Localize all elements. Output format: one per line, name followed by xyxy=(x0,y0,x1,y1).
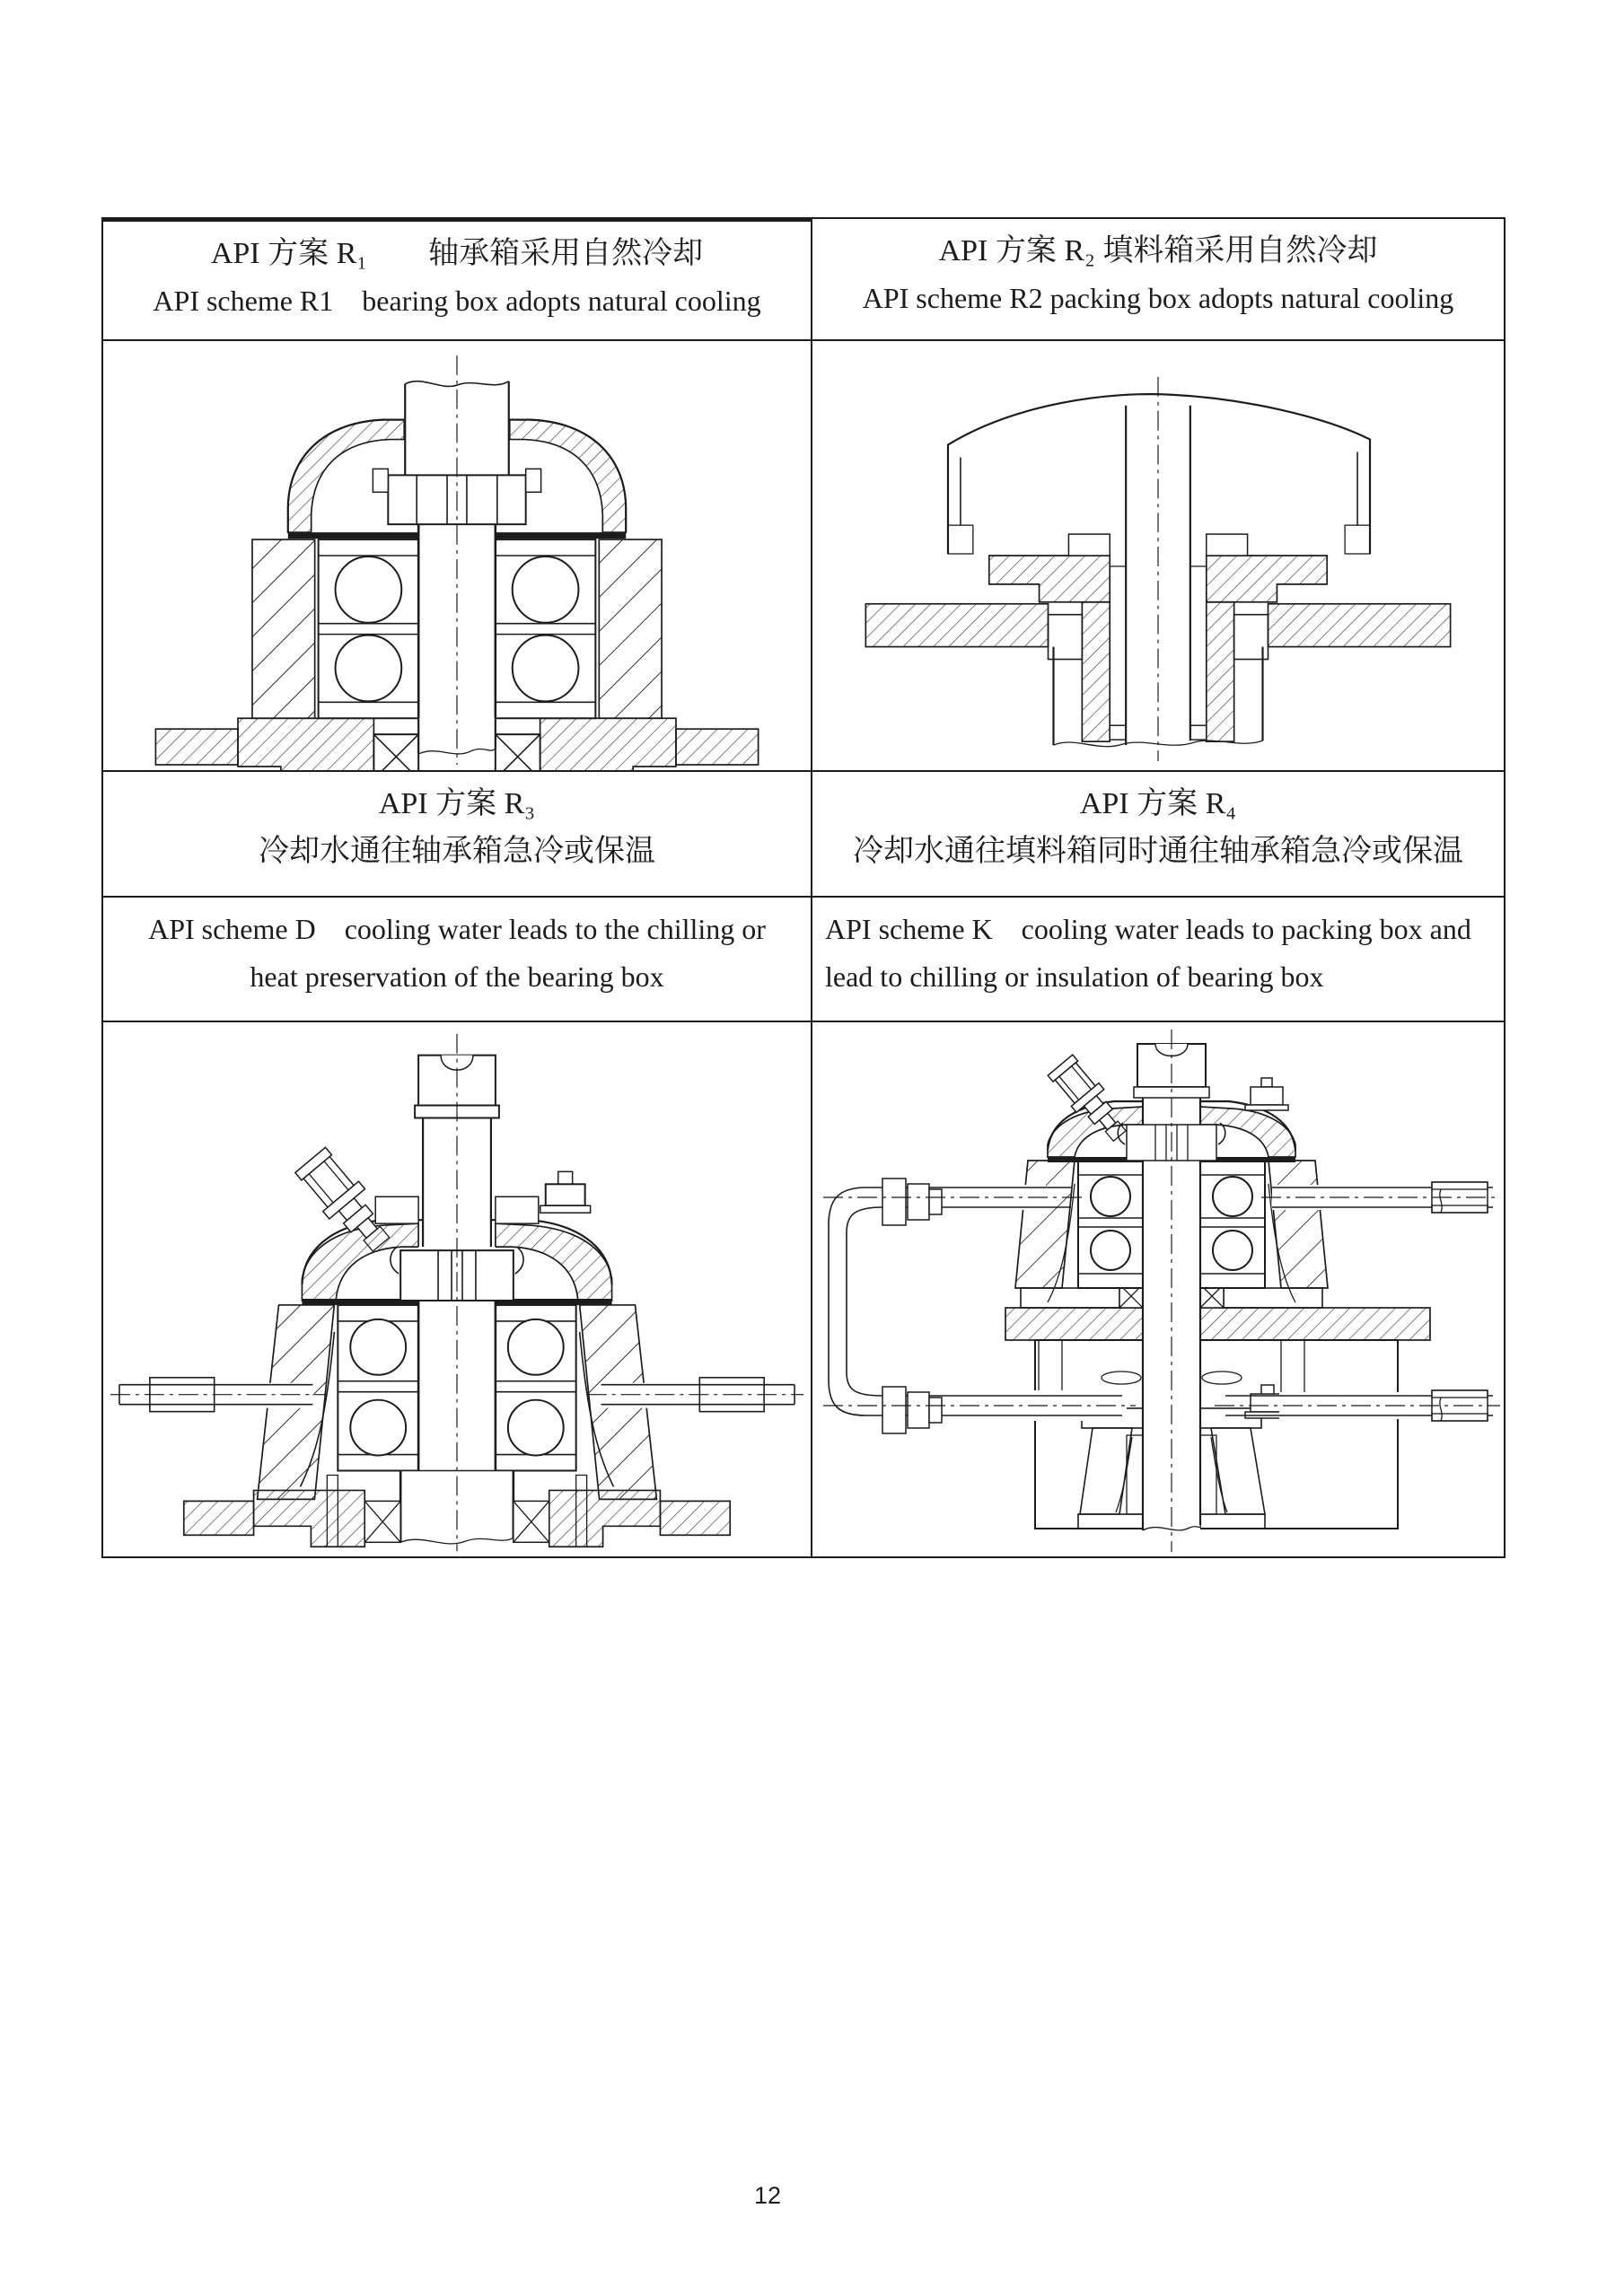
cell-scheme-r3-header xyxy=(103,772,812,898)
cell-scheme-d-caption xyxy=(103,898,812,1022)
cap-bolt xyxy=(1245,1078,1288,1110)
api-scheme-table xyxy=(101,217,1505,1558)
page-number: 12 xyxy=(754,2182,782,2209)
scheme-r1-title-zh: API 方案 R₁ 轴承箱采用自然冷却 xyxy=(210,237,704,270)
cell-drawing-packing-box xyxy=(812,341,1504,772)
scheme-k-caption-line1: API scheme K cooling water leads to packing box and xyxy=(825,913,1471,945)
cell-scheme-k-caption xyxy=(812,898,1504,1022)
scheme-r1-title-en: API scheme R1 bearing box adopts natural cooling xyxy=(153,285,761,317)
cell-scheme-r1-header xyxy=(103,219,812,341)
cap-bolt xyxy=(540,1171,591,1213)
bearing-box-drawing xyxy=(103,341,811,770)
scheme-k-drawing xyxy=(812,1022,1504,1556)
scheme-d-caption-line2: heat preservation of the bearing box xyxy=(250,960,664,993)
cell-scheme-r2-header xyxy=(812,219,1504,341)
scheme-r3-title-zh: API 方案 R₃ xyxy=(378,787,536,820)
cell-drawing-scheme-k xyxy=(812,1022,1504,1556)
cell-scheme-r4-header xyxy=(812,772,1504,898)
scheme-r2-title-en: API scheme R2 packing box adopts natural cooling xyxy=(862,282,1454,314)
scheme-d-caption-line1: API scheme D cooling water leads to the chilling or xyxy=(148,913,766,945)
mounting-plate xyxy=(1005,1308,1430,1340)
cell-drawing-bearing-box xyxy=(103,341,812,772)
scheme-d-drawing xyxy=(103,1022,811,1556)
scheme-r4-title-zh: API 方案 R₄ xyxy=(1079,787,1237,820)
scheme-r2-title-zh: API 方案 R₂ 填料箱采用自然冷却 xyxy=(938,234,1378,267)
scheme-r3-desc-zh: 冷却水通往轴承箱急冷或保温 xyxy=(259,835,655,868)
packing-box-drawing xyxy=(812,341,1504,770)
scheme-k-caption-line2: lead to chilling or insulation of bearing box xyxy=(825,960,1324,993)
cell-drawing-scheme-d xyxy=(103,1022,812,1556)
scheme-r4-desc-zh: 冷却水通往填料箱同时通往轴承箱急冷或保温 xyxy=(853,835,1463,868)
